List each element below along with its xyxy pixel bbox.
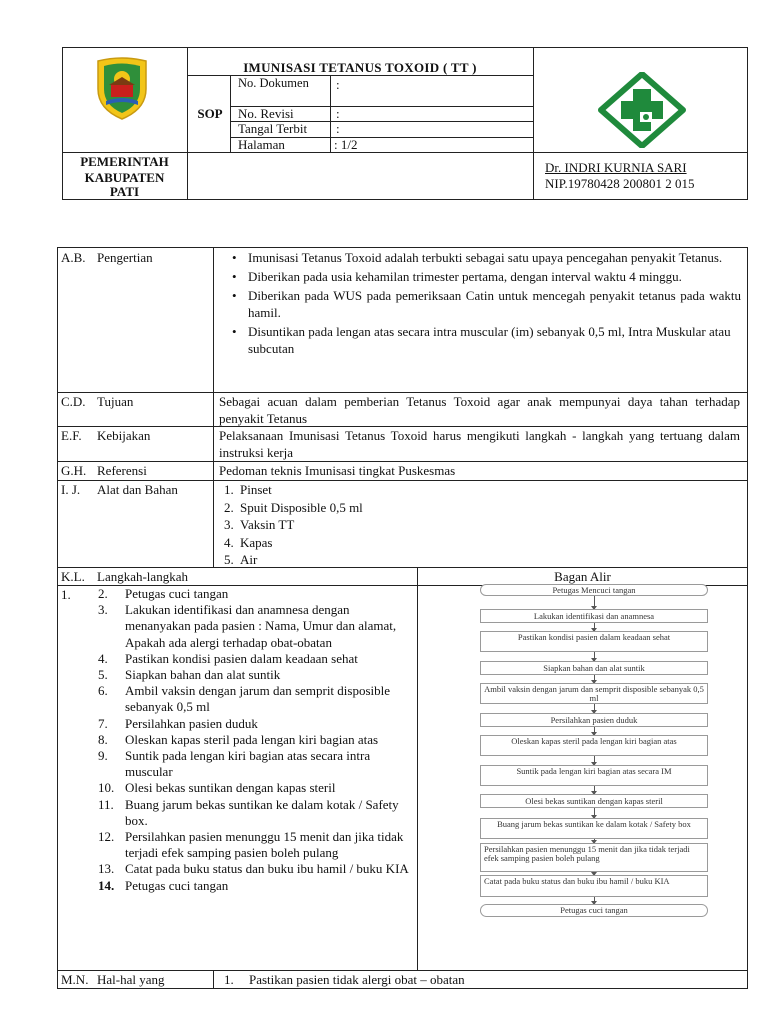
referensi-code: G.H. <box>61 463 87 478</box>
flow-arrow <box>594 727 595 735</box>
flow-node: Persilahkan pasien duduk <box>480 713 708 727</box>
langkah-label: Langkah-langkah <box>97 569 188 584</box>
flow-node: Olesi bekas suntikan dengan kapas steril <box>480 794 708 808</box>
sop-label: SOP <box>197 106 223 121</box>
table-vline-label-bottom <box>213 970 214 989</box>
flow-node: Buang jarum bekas suntikan ke dalam kotak / Safety box <box>480 818 708 839</box>
flow-node: Pastikan kondisi pasien dalam keadaan sehat <box>480 631 708 652</box>
document-title: IMUNISASI TETANUS TOXOID ( TT ) <box>243 60 477 75</box>
puskesmas-cross-icon <box>596 72 688 148</box>
table-vline-bagan <box>417 567 418 970</box>
langkah-step: 8. Oleskan kapas steril pada lengan kiri bagian atas <box>98 731 379 747</box>
header-vline-meta <box>330 75 331 152</box>
kebijakan-text: Pelaksanaan Imunisasi Tetanus Toxoid harus mengikuti langkah - langkah yang tertuang dalam instruksi kerja <box>219 428 740 460</box>
langkah-code: K.L. <box>61 569 85 584</box>
pengertian-label: Pengertian <box>97 250 153 265</box>
flow-node: Suntik pada lengan kiri bagian atas secara IM <box>480 765 708 786</box>
kebijakan-label: Kebijakan <box>97 428 151 443</box>
org-line-3: PATI <box>109 184 140 199</box>
langkah-step: 5. Siapkan bahan dan alat suntik <box>98 667 281 683</box>
table-vline-label <box>213 247 214 567</box>
langkah-first-number: 1. <box>61 587 71 602</box>
hal-item-text: Pastikan pasien tidak alergi obat – obatan <box>249 972 465 987</box>
langkah-step: 13. Catat pada buku status dan buku ibu hamil / buku KIA <box>98 861 409 877</box>
signatory-nip: NIP.19780428 200801 2 015 <box>545 176 695 191</box>
bagan-label: Bagan Alir <box>554 569 611 584</box>
hal-item-number: 1. <box>224 972 234 987</box>
tujuan-label: Tujuan <box>97 394 134 409</box>
alat-item: 1. Pinset <box>224 482 272 497</box>
flow-node: Oleskan kapas steril pada lengan kiri bagian atas <box>480 735 708 756</box>
hal-code: M.N. <box>61 972 89 987</box>
flow-node: Ambil vaksin dengan jarum dan semprit disposible sebanyak 0,5 ml <box>480 683 708 704</box>
flow-arrow <box>594 652 595 661</box>
org-line-1: PEMERINTAH <box>80 154 169 169</box>
langkah-step: 14. Petugas cuci tangan <box>98 877 229 893</box>
flow-arrow <box>594 623 595 631</box>
langkah-step: 9. Suntik pada lengan kiri bagian atas secara intra muscular <box>98 748 371 780</box>
langkah-step: 2. Petugas cuci tangan <box>98 586 229 601</box>
meta-value-tangal-terbit: : <box>336 121 340 136</box>
kebijakan-code: E.F. <box>61 428 82 443</box>
flow-arrow <box>594 675 595 683</box>
meta-label-no-dokumen: No. Dokumen <box>238 76 309 90</box>
meta-value-halaman: : 1/2 <box>334 137 358 152</box>
pengertian-content <box>222 249 741 359</box>
flow-arrow <box>594 596 595 609</box>
pengertian-bullet: • Diberikan pada usia kehamilan trimester pertama, dengan interval waktu 4 minggu. <box>222 268 741 285</box>
langkah-step: 11. Buang jarum bekas suntikan ke dalam kotak / Safety box. <box>98 796 399 828</box>
hal-label: Hal-hal yang <box>97 972 165 987</box>
tujuan-text: Sebagai acuan dalam pemberian Tetanus Toxoid agar anak mempunyai daya tahan terhadap penyakit Tetanus <box>219 394 740 426</box>
row-line-7 <box>57 970 748 971</box>
langkah-step: 12. Persilahkan pasien menunggu 15 menit dan jika tidak terjadi efek samping pasien boleh pulang <box>98 829 404 861</box>
flow-node-end: Petugas cuci tangan <box>480 904 708 917</box>
flow-arrow <box>594 897 595 904</box>
langkah-step: 10. Olesi bekas suntikan dengan kapas steril <box>98 780 336 796</box>
flow-arrow <box>594 756 595 765</box>
flow-node-start: Petugas Mencuci tangan <box>480 584 708 596</box>
flow-node: Siapkan bahan dan alat suntik <box>480 661 708 675</box>
alat-item: 3. Vaksin TT <box>224 517 295 532</box>
org-line-2: KABUPATEN <box>84 170 165 185</box>
header-vline-sop <box>230 75 231 152</box>
flow-node: Lakukan identifikasi dan anamnesa <box>480 609 708 623</box>
pengertian-bullet: • Disuntikan pada lengan atas secara intra muscular (im) sebanyak 0,5 ml, Intra Muskular atau subcutan <box>222 323 741 357</box>
langkah-step: 6. Ambil vaksin dengan jarum dan semprit disposible sebanyak 0,5 ml <box>98 683 391 715</box>
kabupaten-pati-crest-icon <box>92 55 152 121</box>
flow-node: Persilahkan pasien menunggu 15 menit dan jika tidak terjadi efek samping pasien boleh pulang <box>480 843 708 872</box>
row-line-3 <box>57 461 748 462</box>
meta-value-no-revisi: : <box>336 106 340 121</box>
alat-item: 5. Air <box>224 552 258 567</box>
alat-item: 4. Kapas <box>224 534 273 550</box>
langkah-steps <box>62 586 414 894</box>
alat-list <box>216 481 516 569</box>
header-vline-2 <box>533 47 534 200</box>
pengertian-bullet: • Diberikan pada WUS pada pemeriksaan Catin untuk mencegah penyakit tetanus pada waktu hamil. <box>222 287 741 321</box>
meta-value-no-dokumen: : <box>336 77 340 92</box>
meta-label-halaman: Halaman <box>238 137 285 152</box>
langkah-step: 4. Pastikan kondisi pasien dalam keadaan sehat <box>98 650 358 666</box>
flow-arrow <box>594 704 595 713</box>
signatory-name: Dr. INDRI KURNIA SARI <box>545 160 687 175</box>
meta-label-no-revisi: No. Revisi <box>238 106 294 121</box>
alat-label: Alat dan Bahan <box>97 482 178 497</box>
pengertian-code: A.B. <box>61 250 86 265</box>
flow-node: Catat pada buku status dan buku ibu hamil / buku KIA <box>480 875 708 897</box>
meta-label-tangal-terbit: Tangal Terbit <box>238 121 308 136</box>
alat-code: I. J. <box>61 482 81 497</box>
langkah-step: 7. Persilahkan pasien duduk <box>98 715 258 731</box>
pengertian-bullet: • Imunisasi Tetanus Toxoid adalah terbukti sebagai satu upaya pencegahan penyakit Tetanus. <box>222 249 741 266</box>
referensi-label: Referensi <box>97 463 147 478</box>
flow-arrow <box>594 808 595 818</box>
tujuan-code: C.D. <box>61 394 86 409</box>
alat-item: 2. Spuit Disposible 0,5 ml <box>224 499 363 515</box>
flow-arrow <box>594 786 595 794</box>
referensi-text: Pedoman teknis Imunisasi tingkat Puskesmas <box>219 463 456 478</box>
langkah-step: 3. Lakukan identifikasi dan anamnesa dengan menanyakan pada pasien : Nama, Umur dan alamat, Apakah ada alergi terhadap obat-obatan <box>98 602 397 650</box>
